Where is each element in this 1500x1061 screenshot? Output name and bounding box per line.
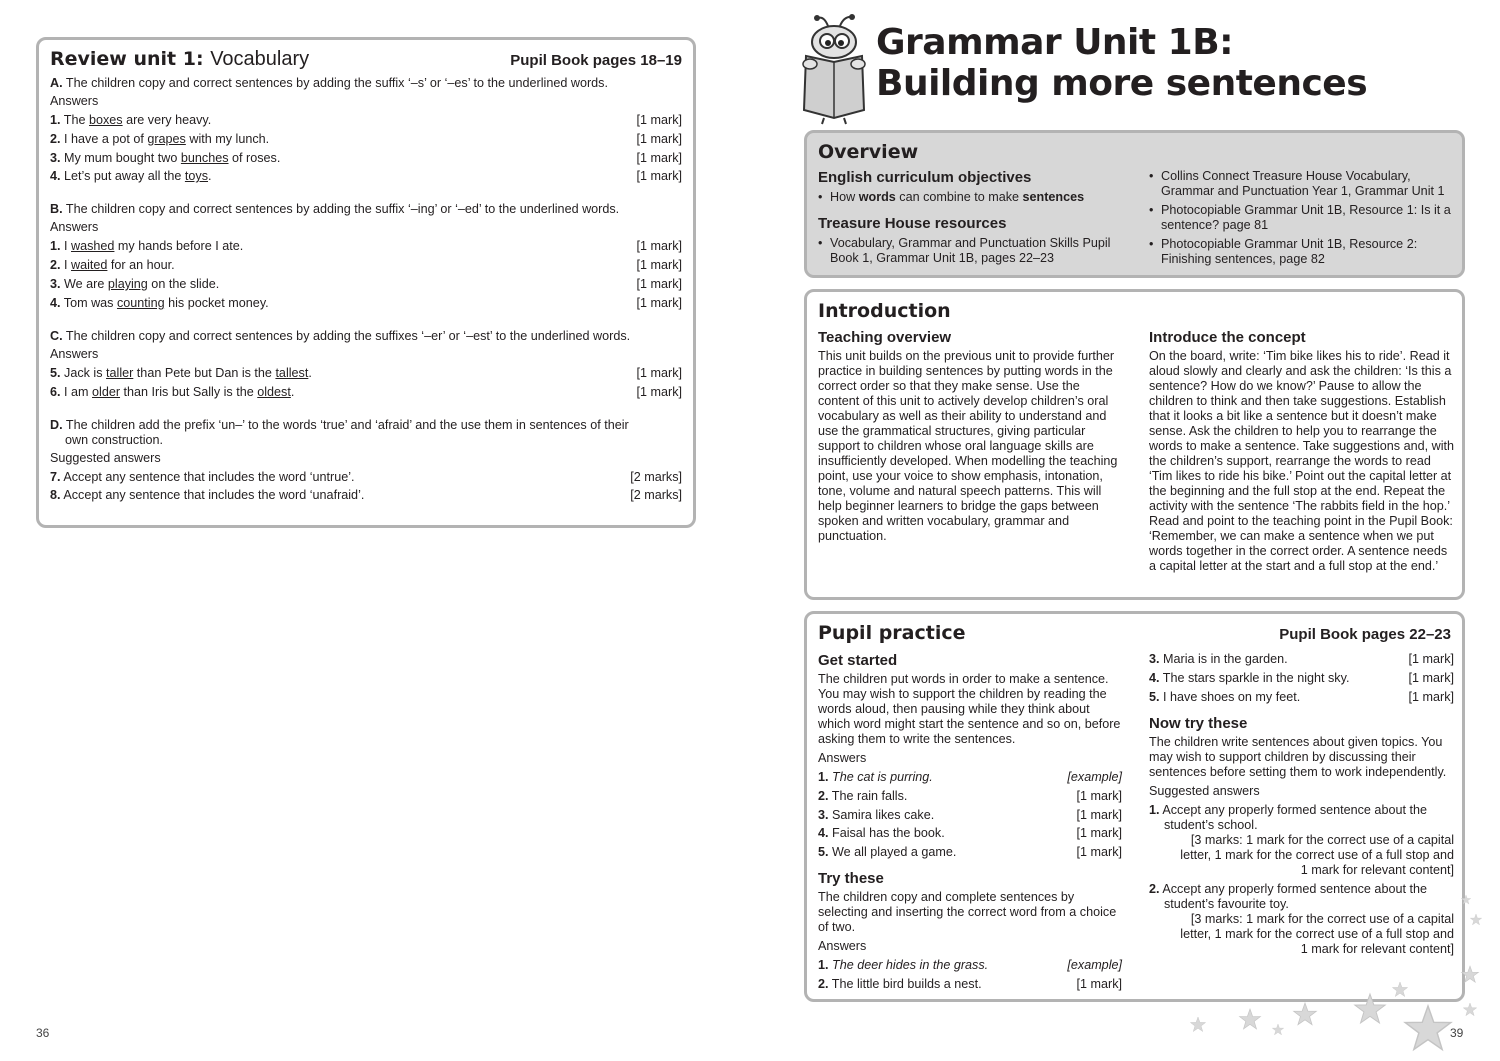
- section-c: C. The children copy and correct sentences by adding the suffixes ‘–er’ or ‘–est’ to the underlined words. Answers 5. Jack is taller than Pete but Dan is the tallest. [1 mark] 6. I am older than Iris but Sally is the oldest. [1 mark]: [50, 328, 682, 399]
- now-try-text: The children write sentences about given topics. You may wish to support children by discussing their sentences before setting them to work independently.: [1149, 734, 1447, 779]
- try-these-heading: Try these: [818, 870, 884, 888]
- try-these-list-continued: [1149, 652, 1454, 705]
- list-item: 4. The stars sparkle in the night sky. [1 mark]: [1149, 670, 1454, 685]
- list-item: 2. The rain falls. [1 mark]: [818, 788, 1122, 803]
- teaching-overview-text: This unit builds on the previous unit to provide further practice in building sentences by putting words in the correct order so that they make sense. Use the content of this unit to actively develop children’s oral vocabulary as well as their ability to understand and use the grammatical structures, giving particular support to children whose oral language skills are insufficiently developed. When modelling the teaching point, use your voice to show emphasis, intonation, tone, volume and natural speech patterns. This will help beginner learners to bridge the gaps between spoken and written vocabulary, grammar and punctuation.: [818, 349, 1118, 543]
- section-b-answers-label: Answers: [50, 220, 99, 235]
- section-d-list: [50, 470, 682, 504]
- section-a-list: [50, 113, 682, 184]
- stars-decoration-icon: [1170, 880, 1490, 1055]
- list-item: 1. The deer hides in the grass. [example]: [818, 958, 1122, 973]
- resource-item: • Vocabulary, Grammar and Punctuation Skills Pupil Book 1, Grammar Unit 1B, pages 22–23: [818, 236, 1111, 265]
- section-c-list: [50, 366, 682, 400]
- section-a-text: The children copy and correct sentences by adding the suffix ‘–s’ or ‘–es’ to the underlined words.: [65, 76, 608, 90]
- list-item: 4. Faisal has the book. [1 mark]: [818, 826, 1122, 841]
- list-item: 2. The little bird builds a nest. [1 mark]: [818, 976, 1122, 991]
- teaching-overview-col: [818, 329, 1124, 544]
- review-header: [50, 48, 682, 70]
- section-b-list: [50, 239, 682, 310]
- review-title-bold: Review unit 1:: [50, 48, 204, 70]
- section-d: D. The children add the prefix ‘un–’ to the words ‘true’ and ‘afraid’ and the use them in sentences of their own construction. Suggested answers 7. Accept any sentence that includes the word ‘untrue’. [2 marks] 8. Accept any sentence that includes the word ‘unafraid’. [2 marks]: [50, 417, 682, 503]
- resource-item: • Photocopiable Grammar Unit 1B, Resource 2: Finishing sentences, page 82: [1149, 237, 1418, 266]
- try-these-answers-label: Answers: [818, 939, 867, 954]
- review-unit-box: [36, 37, 696, 528]
- practice-pupil-book-ref: Pupil Book pages 22–23: [1279, 626, 1451, 643]
- section-b-text: The children copy and correct sentences by adding the suffix ‘–ing’ or ‘–ed’ to the underlined words.: [65, 202, 620, 217]
- list-item: 1. I washed my hands before I ate. [1 mark]: [50, 239, 682, 254]
- overview-heading: Overview: [818, 141, 919, 163]
- get-started-heading: Get started: [818, 652, 898, 669]
- list-item: 1. The cat is purring. [example]: [818, 770, 1122, 784]
- introduction-box: [804, 289, 1465, 600]
- list-item: 4. Let’s put away all the toys. [1 mark]: [50, 169, 682, 184]
- list-item: 4. Tom was counting his pocket money. [1 mark]: [50, 295, 682, 310]
- try-these-list: [818, 958, 1122, 992]
- introduce-concept-text: On the board, write: ‘Tim bike likes his to ride’. Read it aloud slowly and clearly and ask the children: ‘Is this a sentence? How do we know?’ Pause to allow the children to think and then take suggestions. Establish that it looks a bit like a sentence but it doesn’t make sense. Ask the children to help you to rearrange the words to make a sentence. Take suggestions and, with the children’s support, rearrange the words to read ‘Tim likes to ride his bike.’ Point out the capital letter at the beginning and the full stop at the end. Repeat the activity with the sentence ‘The rabbits field in the hop.’ Read and point to the teaching point in the Pupil Book: ‘Remember, we can make a sentence when we put words together in the correct order. A sentence needs a capital letter at the start and a full stop at the end.’: [1149, 349, 1454, 573]
- get-started-list: [818, 770, 1122, 860]
- list-item: 7. Accept any sentence that includes the word ‘untrue’. [2 marks]: [50, 469, 682, 484]
- list-item: 1. The boxes are very heavy. [1 mark]: [50, 113, 682, 127]
- resource-item: • Photocopiable Grammar Unit 1B, Resource 1: Is it a sentence? page 81: [1149, 203, 1451, 232]
- section-b: B. The children copy and correct sentences by adding the suffix ‘–ing’ or ‘–ed’ to the underlined words. Answers 1. I washed my hands before I ate. [1 mark] 2. I waited for an hour. [1 mark] 3. We are playing on the slide. [1 mark] 4. Tom was counting his pocket money. [1 mark]: [50, 202, 682, 310]
- section-c-text: The children copy and correct sentences by adding the suffixes ‘–er’ or ‘–est’ to the underlined words.: [65, 328, 631, 343]
- try-these-text: The children copy and complete sentences by selecting and inserting the correct word from a choice of two.: [818, 890, 1117, 935]
- teaching-overview-heading: Teaching overview: [818, 329, 952, 346]
- review-pupil-book-ref: Pupil Book pages 18–19: [510, 52, 682, 69]
- get-started-text: The children put words in order to make a sentence. You may wish to support the children by reading the words aloud, then pausing while they think about which word might start the sentence and so on, before asking them to write the sentences.: [818, 672, 1121, 746]
- page-number-right: 39: [1450, 1026, 1464, 1040]
- page-title: Grammar Unit 1B: Building more sentences: [876, 22, 1368, 104]
- list-item: 3. Samira likes cake. [1 mark]: [818, 807, 1122, 822]
- resource-item: • Collins Connect Treasure House Vocabulary, Grammar and Punctuation Year 1, Grammar Unit 1: [1149, 169, 1445, 198]
- practice-left-col: [818, 652, 1122, 996]
- page-number-left: 36: [36, 1026, 50, 1040]
- review-title-light: Vocabulary: [210, 48, 310, 70]
- list-item: 2. I waited for an hour. [1 mark]: [50, 258, 682, 273]
- now-try-heading: Now try these: [1149, 714, 1248, 732]
- objectives-heading: English curriculum objectives: [818, 169, 1032, 186]
- objective-item: • How words can combine to make sentences: [818, 190, 1085, 204]
- section-a-answers-label: Answers: [50, 94, 99, 108]
- introduce-concept-heading: Introduce the concept: [1149, 329, 1306, 346]
- list-item: 8. Accept any sentence that includes the word ‘unafraid’. [2 marks]: [50, 488, 682, 503]
- section-c-answers-label: Answers: [50, 346, 99, 361]
- introduce-concept-col: [1149, 329, 1456, 574]
- list-item: 5. I have shoes on my feet. [1 mark]: [1149, 689, 1454, 704]
- section-d-text: The children add the prefix ‘un–’ to the words ‘true’ and ‘afraid’ and the use them in sentences of their own construction.: [65, 417, 629, 447]
- overview-left-col: [818, 169, 1128, 266]
- list-item: 2. I have a pot of grapes with my lunch. [1 mark]: [50, 131, 682, 146]
- section-a: A. The children copy and correct sentences by adding the suffix ‘–s’ or ‘–es’ to the underlined words. Answers 1. The boxes are very heavy. [1 mark] 2. I have a pot of grapes with my lunch. [1 mark] 3. My mum bought two bunches of roses. [1 mark] 4. Let’s put away all the toys. [1 mark]: [50, 76, 682, 184]
- section-d-answers-label: Suggested answers: [50, 450, 161, 465]
- pupil-practice-heading: Pupil practice: [818, 622, 966, 644]
- list-item: 3. We are playing on the slide. [1 mark]: [50, 276, 682, 291]
- overview-box: [804, 130, 1465, 278]
- list-item: 3. Maria is in the garden. [1 mark]: [1149, 652, 1454, 666]
- list-item: 1. Accept any properly formed sentence about the student’s school. [3 marks: 1 mark for the correct use of a capital letter, 1 mark for the correct use of a full stop and 1 mark for relevant content]: [1149, 802, 1454, 877]
- list-item: 3. My mum bought two bunches of roses. [1 mark]: [50, 150, 682, 165]
- reading-bug-mascot-icon: [800, 14, 872, 126]
- now-try-answers-label: Suggested answers: [1149, 783, 1260, 798]
- introduction-heading: Introduction: [818, 300, 951, 322]
- list-item: 5. Jack is taller than Pete but Dan is the tallest. [1 mark]: [50, 365, 682, 380]
- list-item: 5. We all played a game. [1 mark]: [818, 845, 1122, 860]
- list-item: 2. Accept any properly formed sentence about the student’s favourite toy. [3 marks: 1 mark for the correct use of a capital letter, 1 mark for the correct use of a full stop and 1 mark for relevant content]: [1149, 881, 1454, 956]
- overview-right-col: [1149, 169, 1454, 267]
- resources-heading: Treasure House resources: [818, 215, 1007, 232]
- list-item: 6. I am older than Iris but Sally is the oldest. [1 mark]: [50, 384, 682, 399]
- get-started-answers-label: Answers: [818, 751, 867, 765]
